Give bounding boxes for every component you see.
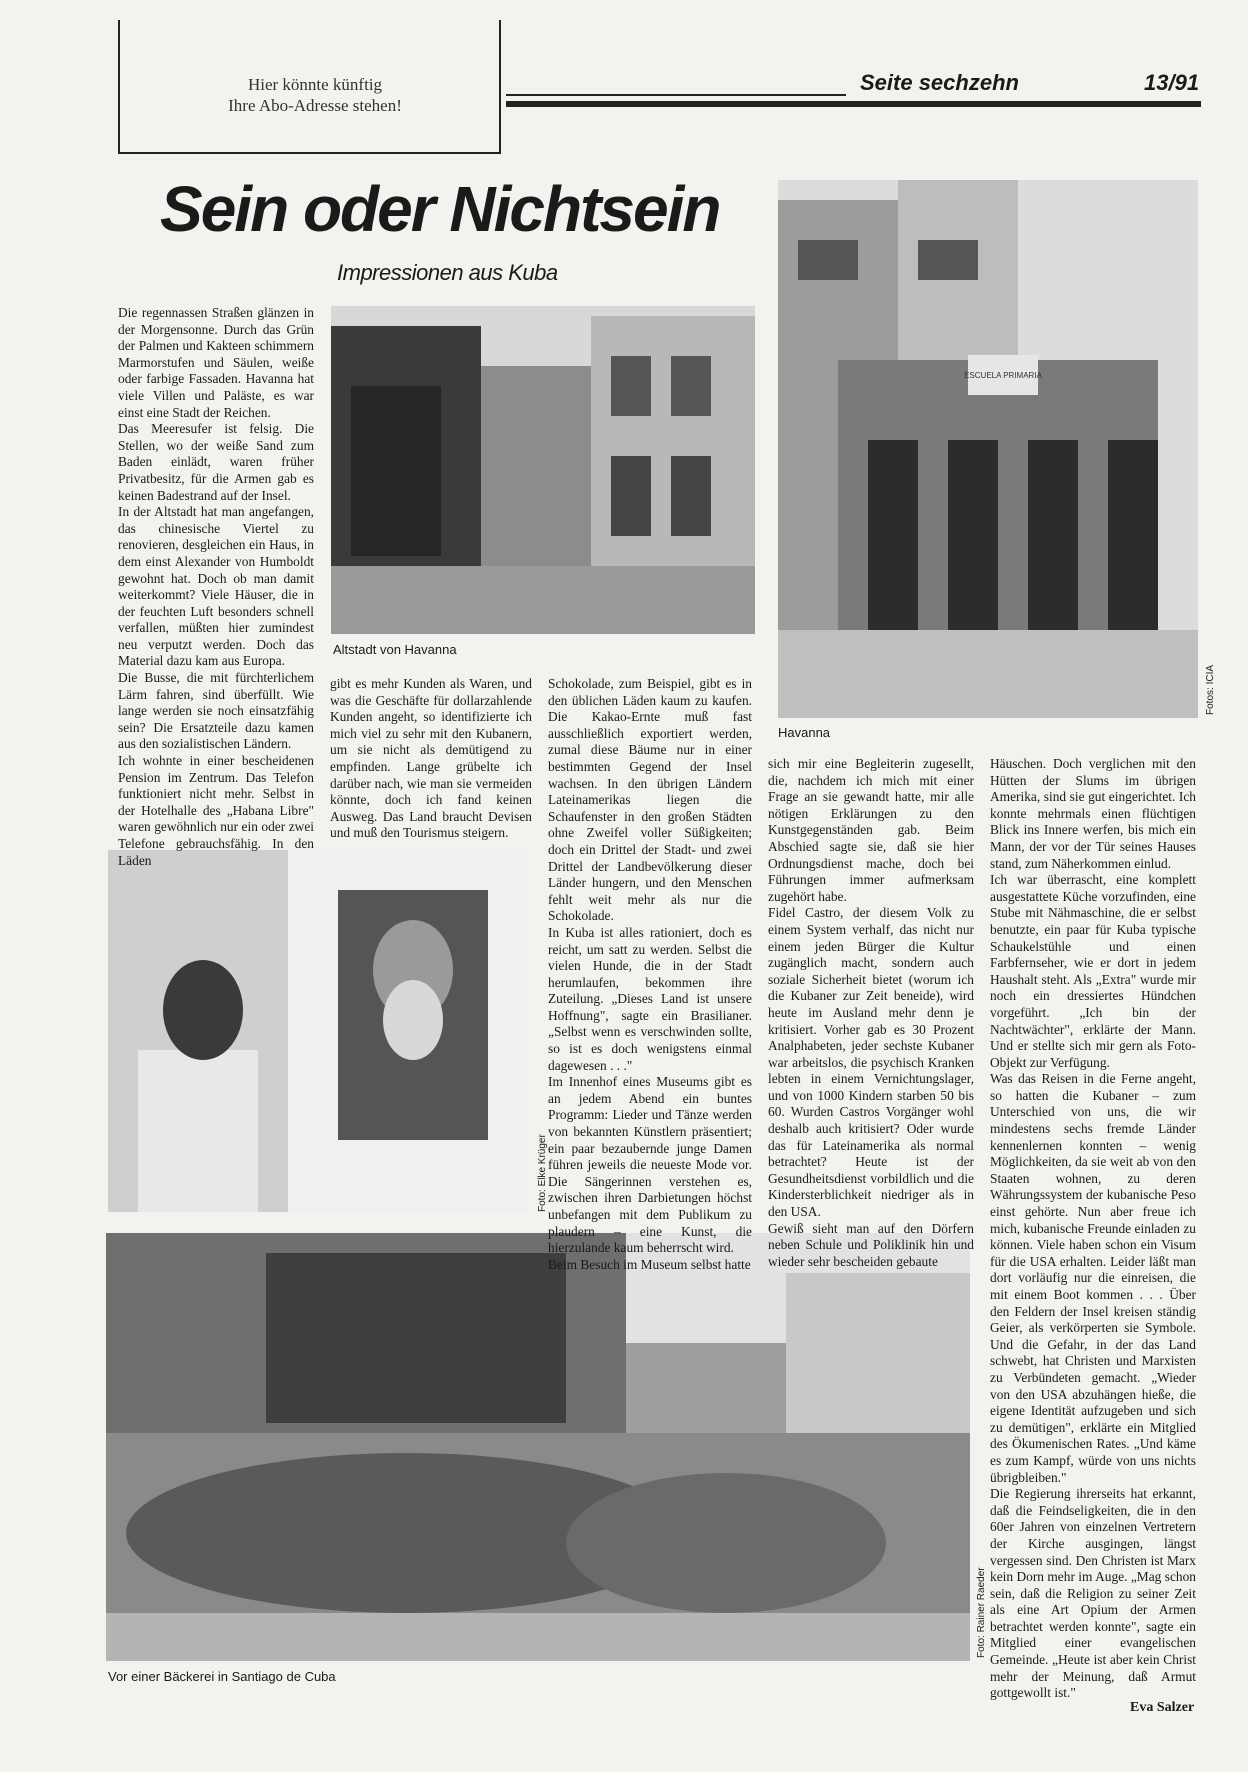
address-line-1: Hier könnte künftig: [247, 75, 383, 94]
photo-castro: [108, 850, 528, 1212]
paragraph: sich mir eine Begleiterin zugesellt, die, nachdem ich mich mit einer Frage an sie gewandt hatte, mir alle nötigen Erklärungen zu den Kunstgegenständen gab. Beim Abschied sagte sie, daß sie hier Ordnungsdienst mache, doch bei Führungen immer aufmerksam zugehört habe.: [768, 756, 974, 904]
address-placeholder: [150, 74, 480, 116]
author-byline: Eva Salzer: [1130, 1700, 1195, 1715]
paragraph: Fidel Castro, der diesem Volk zu einem System verhalf, das nicht nur einem jeden Bürger die Kultur zugänglich macht, sondern auch soziale Sicherheit bietet (worum ich die Kubaner zur Zeit beneide), wird heute im Ausland mehr denn je kritisiert. Vorher gab es 30 Prozent Analphabeten, jeder sechste Kubaner war arbeitslos, die psychisch Kranken lebten in einem Vernichtungslager, und von 1000 Kindern starben 50 bis 60. Wurden Castros Vorgänger wohl deshalb auch kritisiert? Oder wurde das für Lateinamerika als normal betrachtet? Heute ist der Gesundheitsdienst vorbildlich und die Kindersterblichkeit niedriger als in den USA.: [768, 905, 974, 1220]
header-thin-rule: [506, 94, 846, 96]
paragraph: Beim Besuch im Museum selbst hatte: [548, 1256, 751, 1272]
credit-havanna: Fotos: ICIA: [1205, 664, 1216, 715]
page-label: Seite sechzehn: [860, 70, 1019, 95]
paragraph: Die Busse, die mit fürchterlichem Lärm fahren, sind überfüllt. Wie lange werden sie noch einsatzfähig sein? Die Ersatzteile dazu kamen aus den sozialistischen Ländern.: [118, 670, 314, 752]
paragraph: Schokolade, zum Beispiel, gibt es in den üblichen Läden kaum zu kaufen. Die Kakao-Ernte muß fast ausschließlich exportiert werden, zumal diese Bäume nur in einer bestimmten Gegend der Insel wachsen. In den übrigen Ländern Lateinamerikas liegen die Schaufenster in den großen Städten ohne Zweifel voller Süßigkeiten; doch ein Drittel der Stadt- und zwei Drittel der Landbevölkerung dieser Länder hungern, und den Menschen fehlt weit mehr als nur die Schokolade.: [548, 676, 752, 924]
subheadline: Impressionen aus Kuba: [337, 260, 558, 285]
caption-bakery: Vor einer Bäckerei in Santiago de Cuba: [108, 1669, 336, 1684]
photo-altstadt: [331, 306, 755, 634]
paragraph: Gewiß sieht man auf den Dörfern neben Schule und Poliklinik hin und wieder sehr bescheiden gebaute: [768, 1220, 974, 1269]
paragraph: Die regennassen Straßen glänzen in der Morgensonne. Durch das Grün der Palmen und Kakteen schimmern Marmorstufen und Säulen, weiße oder farbige Fassaden. Havanna hat viele Villen und Paläste, es war einst eine Stadt der Reichen.: [118, 305, 314, 420]
paragraph: gibt es mehr Kunden als Waren, und was die Geschäfte für dollarzahlende Kunden angeht, so identifizierte ich mich viel zu sehr mit den Kubanern, um sie nicht als demütigend zu empfinden. Lange grübelte ich darüber nach, wie man sie vermeiden könnte, doch ich fand keinen Ausweg. Das Land braucht Devisen und muß den Tourismus steigern.: [330, 676, 532, 841]
paragraph: In der Altstadt hat man angefangen, das chinesische Viertel zu renovieren, desgleichen ein Haus, in dem einst Alexander von Humboldt gewohnt hat. Doch ob man damit weiterkommt? Viele Häuser, die in der feuchten Luft besonders schnell verfallen, müßten hier zumindest neu verputzt werden. Doch das Material dazu kam aus Europa.: [118, 504, 314, 669]
credit-castro: Foto: Elke Krüger: [537, 1134, 548, 1212]
paragraph: Ich war überrascht, eine komplett ausgestattete Küche vorzufinden, eine Stube mit Nähmaschine, die er selbst benutzte, ein paar für Kuba typische Schaukelstühle und einen Farbfernseher, wie er dort in jedem Haushalt steht. Als „Extra" wurde mir noch ein dressiertes Hündchen vorgeführt. „Ich bin der Nachtwächter", erklärte der Mann. Und er stellte sich mir gern als Foto-Objekt zur Verfügung.: [990, 872, 1196, 1070]
caption-altstadt: Altstadt von Havanna: [333, 642, 457, 657]
headline: Sein oder Nichtsein: [160, 173, 720, 245]
paragraph: Die Regierung ihrerseits hat erkannt, daß die Feindseligkeiten, die in den 60er Jahren von einzelnen Vertretern der Kirche ausgingen, längst vergessen sind. Den Christen ist Marx kein Dorn mehr im Auge. „Mag schon sein, daß die Religion zu seiner Zeit als eine Art Opium der Armen betrachtet werden konnte", sagte ein Mitglied einer evangelischen Gemeinde. „Heute ist aber kein Christ mehr der Meinung, daß Armut gottgewollt ist.": [990, 1486, 1196, 1701]
column-4: [768, 756, 974, 1270]
address-line-2: Ihre Abo-Adresse stehen!: [228, 96, 402, 115]
caption-havanna: Havanna: [778, 725, 831, 740]
paragraph: Im Innenhof eines Museums gibt es an jedem Abend ein buntes Programm: Lieder und Tänze werden von bekannten Künstlern präsentiert; ein paar bezaubernde junge Damen führen jeweils die neueste Mode vor. Die Sängerinnen verstehen es, zwischen ihren Darbietungen höchst unbefangen mit dem Publikum zu plaudern – eine Kunst, die hierzulande kaum beherrscht wird.: [548, 1074, 752, 1256]
photo-bakery: [106, 1233, 970, 1661]
paragraph: Ich wohnte in einer bescheidenen Pension im Zentrum. Das Telefon funktioniert nicht mehr. Selbst in der Hotelhalle des „Habana Libre" waren gewöhnlich nur ein oder zwei Telefone gebrauchsfähig. In den Läden: [118, 753, 314, 868]
paragraph: In Kuba ist alles rationiert, doch es reicht, um satt zu werden. Selbst die vielen Hunde, die in der Stadt herumlaufen, bekommen ihre Zuteilung. „Dieses Land ist unsere Hoffnung", sagte ein Brasilianer. „Selbst wenn es verschwinden sollte, so ist es doch wenigstens einmal dagewesen . . .": [548, 924, 752, 1073]
column-1: [118, 305, 314, 869]
paragraph: Das Meeresufer ist felsig. Die Stellen, wo der weiße Sand zum Baden einlädt, waren früher Privatbesitz, für die Armen gab es keinen Badestrand auf der Insel.: [118, 421, 314, 503]
column-2: [330, 676, 532, 842]
paragraph: Was das Reisen in die Ferne angeht, so hatten die Kubaner – zum Unterschied von uns, die wir mindestens sechs fremde Länder kennenlernen konnten – wenig Möglichkeiten, da sie weit ab von den Staaten wohnen, zu deren Währungssystem der kubanische Peso einst gehörte. Nun aber freue ich mich, kubanische Freunde einladen zu können. Viele haben schon ein Visum für die USA erhalten. Leider läßt man dort vorläufig nur die einreisen, die mit einem Boot kommen . . . Über den Feldern der Insel kreisen ständig Geier, als verkörperten sie Symbole. Und die Gefahr, in der das Land schwebt, hat Christen und Marxisten zu Verbündeten gemacht. „Wieder von den USA abzuhängen hieße, die eigene Identität aufzugeben und sich zu demütigen", erklärte ein Mitglied des Ökumenischen Rates. „Und käme es zum Kampf, würde von uns nichts übrigbleiben.": [990, 1071, 1196, 1485]
paragraph: Häuschen. Doch verglichen mit den Hütten der Slums im übrigen Amerika, sind sie gut eingerichtet. Ich konnte mehrmals einen flüchtigen Blick ins Innere werfen, bis mich ein Mann, der vor der Tür seines Hauses stand, zum Näherkommen einlud.: [990, 756, 1196, 871]
header-rule: [506, 101, 1201, 107]
credit-bakery: Foto: Rainer Raeder: [976, 1567, 987, 1658]
issue-number: 13/91: [1144, 70, 1200, 95]
shop-sign: ESCUELA PRIMARIA: [964, 371, 1042, 380]
column-3: [548, 676, 752, 1273]
photo-havanna: [778, 180, 1198, 718]
column-5: [990, 756, 1196, 1702]
